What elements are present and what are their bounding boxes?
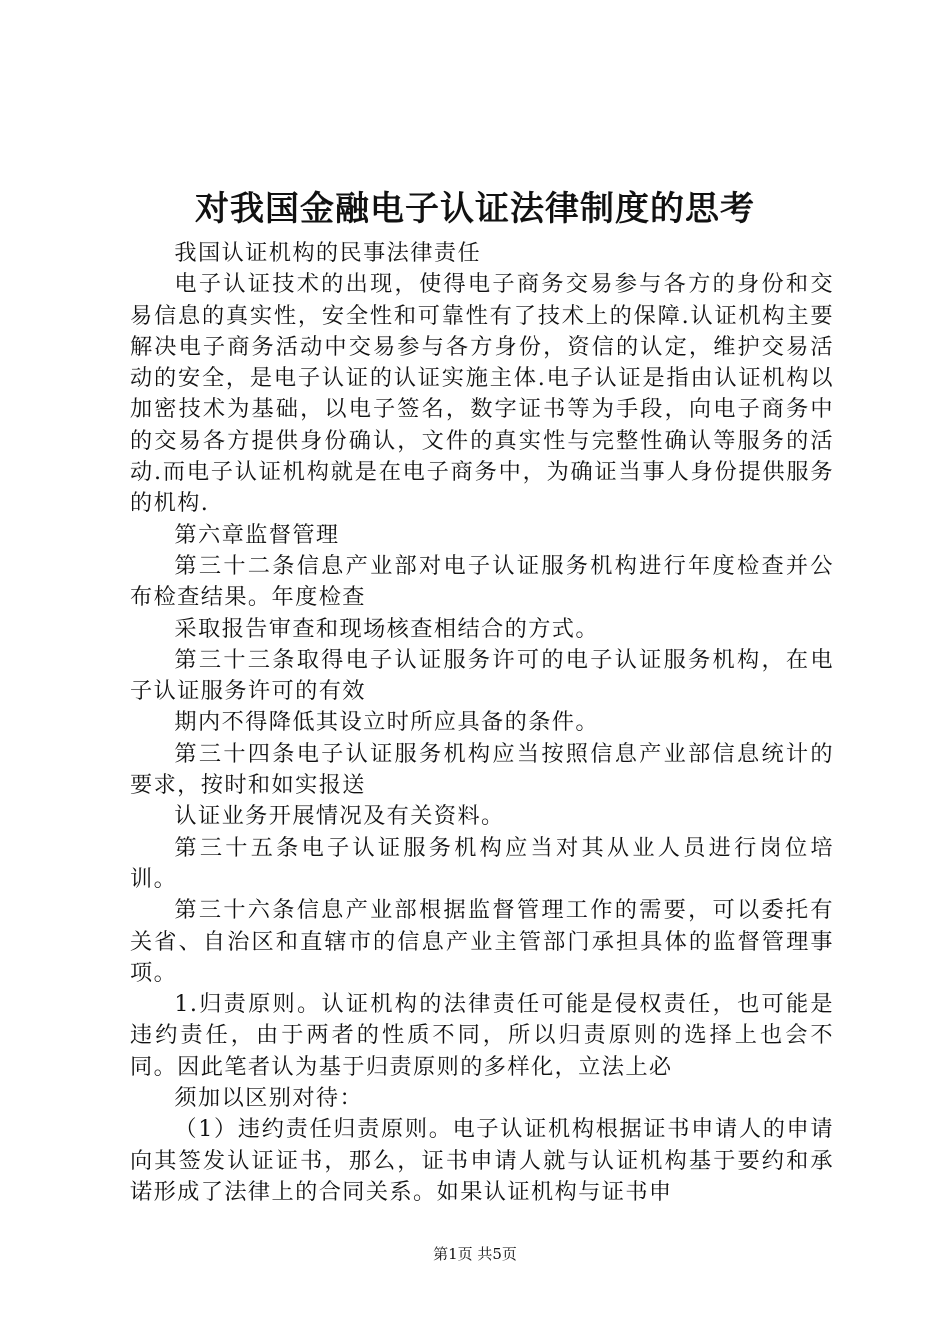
paragraph: 第三十六条信息产业部根据监督管理工作的需要，可以委托有关省、自治区和直辖市的信息产业主管部门承担具体的监督管理事项。 [130, 897, 834, 986]
paragraph: 第三十二条信息产业部对电子认证服务机构进行年度检查并公布检查结果。年度检查 [130, 552, 834, 611]
page-footer: 第1页 共5页 [433, 1245, 517, 1263]
paragraph: 第三十三条取得电子认证服务许可的电子认证服务机构，在电子认证服务许可的有效 [130, 646, 834, 705]
paragraph: 第三十四条电子认证服务机构应当按照信息产业部信息统计的要求，按时和如实报送 [130, 740, 834, 799]
paragraph: 期内不得降低其设立时所应具备的条件。 [174, 709, 599, 736]
document-title: 对我国金融电子认证法律制度的思考 [195, 189, 755, 229]
paragraph: （1）违约责任归责原则。电子认证机构根据证书申请人的申请向其签发认证证书，那么，证书申请人就与认证机构基于要约和承诺形成了法律上的合同关系。如果认证机构与证书申 [130, 1116, 834, 1205]
paragraph: 须加以区别对待： [174, 1085, 364, 1112]
paragraph: 电子认证技术的出现，使得电子商务交易参与各方的身份和交易信息的真实性，安全性和可靠性有了技术上的保障.认证机构主要解决电子商务活动中交易参与各方身份，资信的认定，维护交易活动的安全，是电子认证的认证实施主体.电子认证是指由认证机构以加密技术为基础，以电子签名，数字证书等为手段，向电子商务中的交易各方提供身份确认，文件的真实性与完整性确认等服务的活动.而电子认证机构就是在电子商务中，为确证当事人身份提供服务的机构. [130, 271, 834, 517]
document-body [130, 238, 834, 1208]
paragraph: 采取报告审查和现场核查相结合的方式。 [174, 615, 599, 642]
paragraph: 我国认证机构的民事法律责任 [174, 240, 482, 266]
paragraph: 认证业务开展情况及有关资料。 [174, 803, 505, 830]
paragraph: 1.归责原则。认证机构的法律责任可能是侵权责任，也可能是违约责任，由于两者的性质不同，所以归责原则的选择上也会不同。因此笔者认为基于归责原则的多样化，立法上必 [130, 991, 834, 1080]
paragraph: 第六章监督管理 [174, 521, 340, 548]
paragraph: 第三十五条电子认证服务机构应当对其从业人员进行岗位培训。 [130, 834, 834, 892]
